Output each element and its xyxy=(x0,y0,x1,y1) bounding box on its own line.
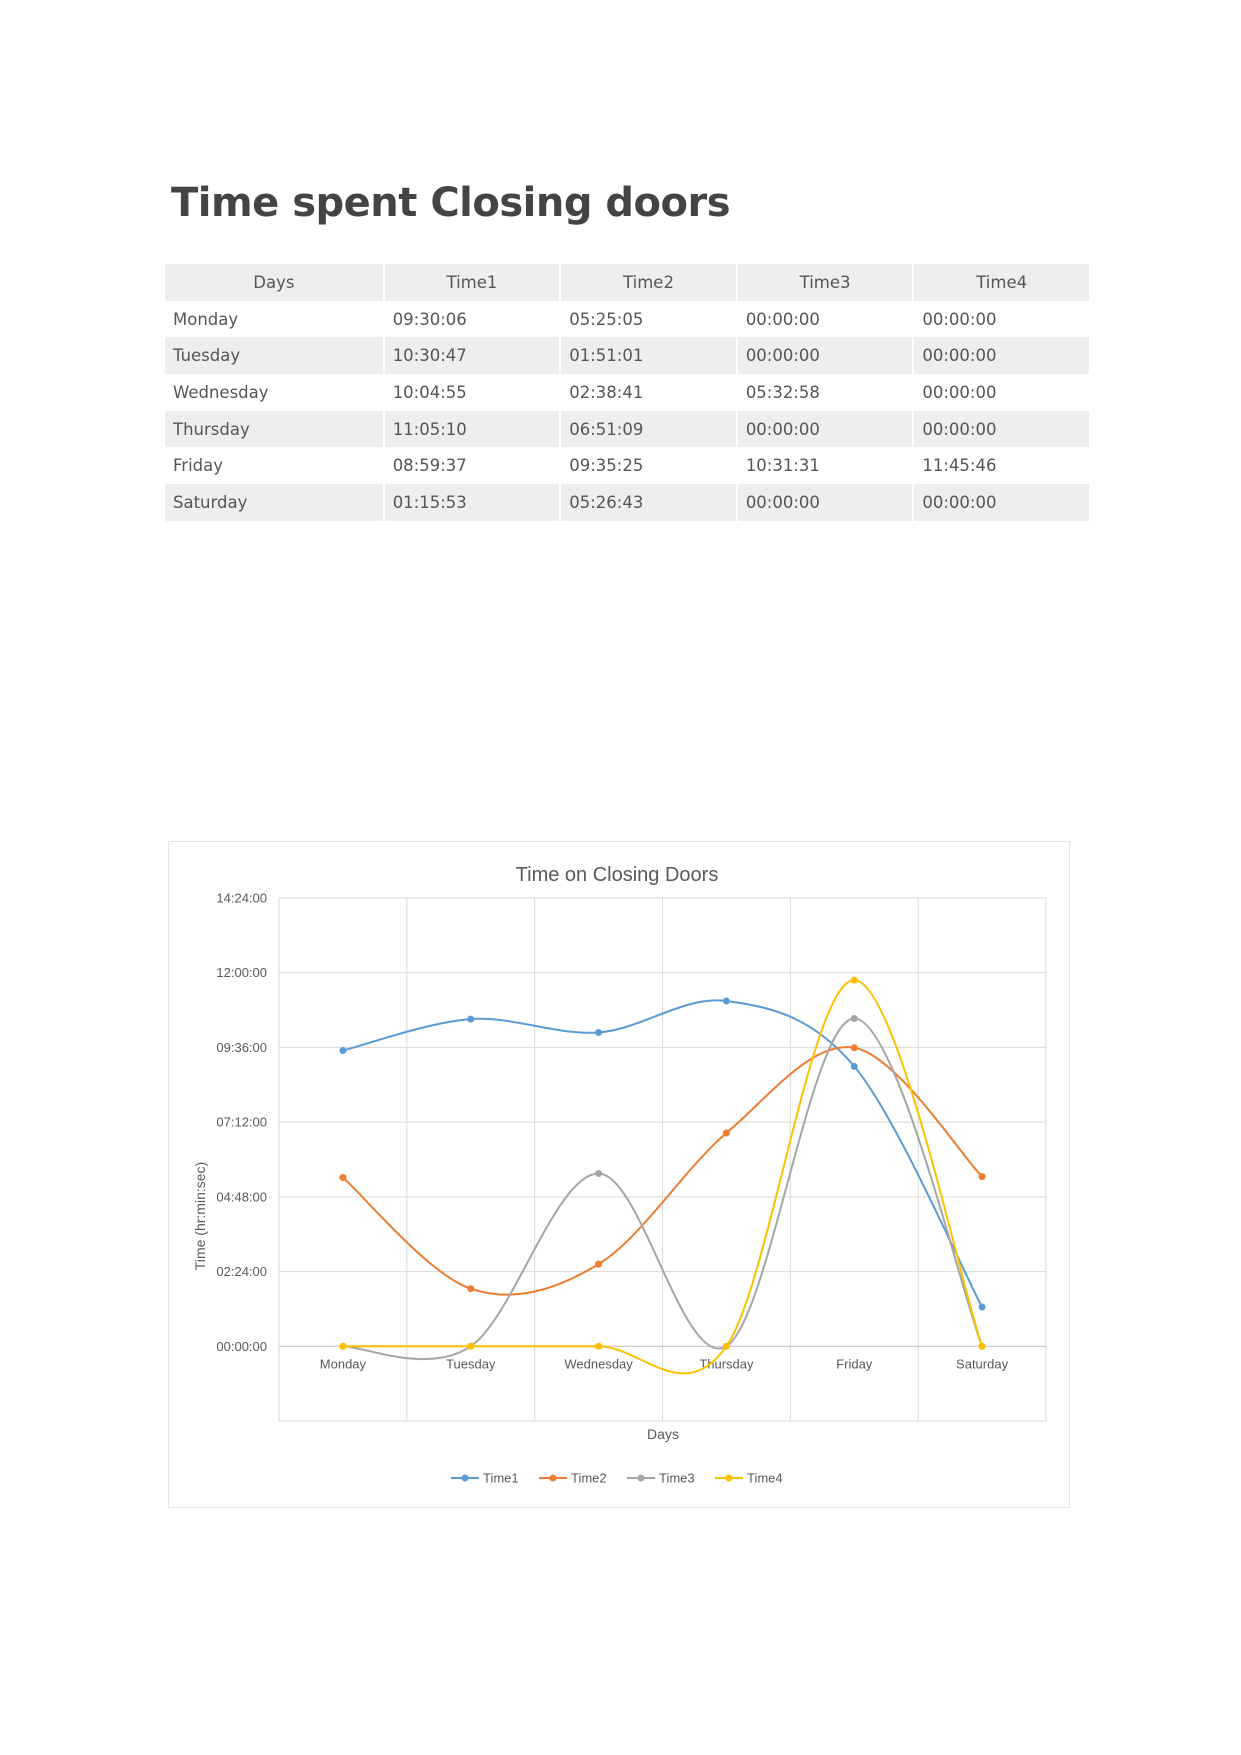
data-point-time3 xyxy=(595,1170,602,1177)
data-point-time1 xyxy=(979,1304,986,1311)
table-cell: 00:00:00 xyxy=(737,411,914,448)
table-cell: 00:00:00 xyxy=(737,337,914,374)
data-point-time1 xyxy=(851,1063,858,1070)
y-tick-label: 04:48:00 xyxy=(216,1189,267,1205)
legend-label-time4: Time4 xyxy=(747,1470,783,1486)
data-point-time2 xyxy=(851,1044,858,1051)
table-cell: 00:00:00 xyxy=(737,301,914,338)
x-tick-label: Wednesday xyxy=(564,1356,633,1372)
time-table xyxy=(165,264,1089,521)
column-header-time2: Time2 xyxy=(560,264,737,301)
table-cell: 10:30:47 xyxy=(384,337,561,374)
table-cell: 00:00:00 xyxy=(922,382,997,402)
data-point-time4 xyxy=(979,1343,986,1350)
data-point-time4 xyxy=(467,1343,474,1350)
table-cell: 02:38:41 xyxy=(560,374,737,411)
y-tick-label: 14:24:00 xyxy=(216,890,267,906)
table-header-row xyxy=(165,264,1089,301)
data-point-time1 xyxy=(723,998,730,1005)
y-tick-label: 02:24:00 xyxy=(216,1264,267,1280)
data-point-time4 xyxy=(339,1343,346,1350)
table-row xyxy=(165,337,1089,374)
data-point-time2 xyxy=(979,1173,986,1180)
table-cell: 00:00:00 xyxy=(913,337,1089,374)
y-axis-label: Time (hr:min:sec) xyxy=(192,1161,208,1271)
data-point-time3 xyxy=(851,1015,858,1022)
table-cell: 10:31:31 xyxy=(737,447,914,484)
table-cell: 00:00:00 xyxy=(913,411,1089,448)
table-cell: 01:51:01 xyxy=(560,337,737,374)
column-header-days: Days xyxy=(165,264,384,301)
table-row xyxy=(165,411,1089,448)
table-row xyxy=(165,447,1089,484)
y-tick-label: 00:00:00 xyxy=(216,1338,267,1354)
table-cell: 11:05:10 xyxy=(384,411,561,448)
legend-label-time1: Time1 xyxy=(483,1470,519,1486)
legend-label-time2: Time2 xyxy=(571,1470,607,1486)
table-cell: 05:32:58 xyxy=(737,374,914,411)
x-tick-label: Thursday xyxy=(699,1356,754,1372)
table-cell: Thursday xyxy=(165,411,384,448)
table-cell: 00:00:00 xyxy=(922,309,997,329)
x-tick-label: Friday xyxy=(836,1356,873,1372)
x-tick-label: Monday xyxy=(319,1356,367,1372)
data-point-time2 xyxy=(595,1261,602,1268)
data-point-time4 xyxy=(851,977,858,984)
table-cell: 00:00:00 xyxy=(913,484,1089,521)
table-cell: Monday xyxy=(165,301,384,338)
data-point-time1 xyxy=(595,1029,602,1036)
table-cell: 01:15:53 xyxy=(384,484,561,521)
column-header-time4: Time4 xyxy=(913,264,1089,301)
legend-marker-time1 xyxy=(462,1475,469,1482)
table-row xyxy=(165,374,1089,411)
table-cell: 00:00:00 xyxy=(737,484,914,521)
table-cell: 05:26:43 xyxy=(560,484,737,521)
column-header-time1: Time1 xyxy=(384,264,561,301)
table-cell: 05:25:05 xyxy=(560,301,737,338)
table-row xyxy=(165,484,1089,521)
table-cell: Saturday xyxy=(165,484,384,521)
table-row xyxy=(165,301,1089,338)
data-point-time2 xyxy=(723,1130,730,1137)
data-point-time4 xyxy=(723,1343,730,1350)
x-tick-label: Saturday xyxy=(956,1356,1009,1372)
chart-title: Time on Closing Doors xyxy=(515,864,719,886)
table-cell: 11:45:46 xyxy=(922,456,997,476)
legend-marker-time3 xyxy=(638,1475,645,1482)
legend-marker-time4 xyxy=(726,1475,733,1482)
data-point-time2 xyxy=(339,1174,346,1181)
data-point-time1 xyxy=(467,1016,474,1023)
data-point-time4 xyxy=(595,1343,602,1350)
column-header-time3: Time3 xyxy=(737,264,914,301)
table-cell: 06:51:09 xyxy=(560,411,737,448)
y-tick-label: 12:00:00 xyxy=(216,965,267,981)
data-point-time1 xyxy=(339,1047,346,1054)
chart-container xyxy=(168,841,1070,1508)
data-point-time2 xyxy=(467,1285,474,1292)
line-chart xyxy=(169,842,1069,1507)
table-cell: Friday xyxy=(165,447,384,484)
x-tick-label: Tuesday xyxy=(446,1356,496,1372)
legend-label-time3: Time3 xyxy=(659,1470,695,1486)
legend-marker-time2 xyxy=(550,1475,557,1482)
table-cell: 10:04:55 xyxy=(384,374,561,411)
table-cell: Wednesday xyxy=(165,374,384,411)
table-cell: 09:35:25 xyxy=(560,447,737,484)
table-cell: 08:59:37 xyxy=(384,447,561,484)
table-cell: 09:30:06 xyxy=(384,301,561,338)
y-tick-label: 09:36:00 xyxy=(216,1039,267,1055)
page-title: Time spent Closing doors xyxy=(171,180,731,226)
x-axis-label: Days xyxy=(647,1426,679,1442)
table-cell: Tuesday xyxy=(165,337,384,374)
y-tick-label: 07:12:00 xyxy=(216,1114,267,1130)
